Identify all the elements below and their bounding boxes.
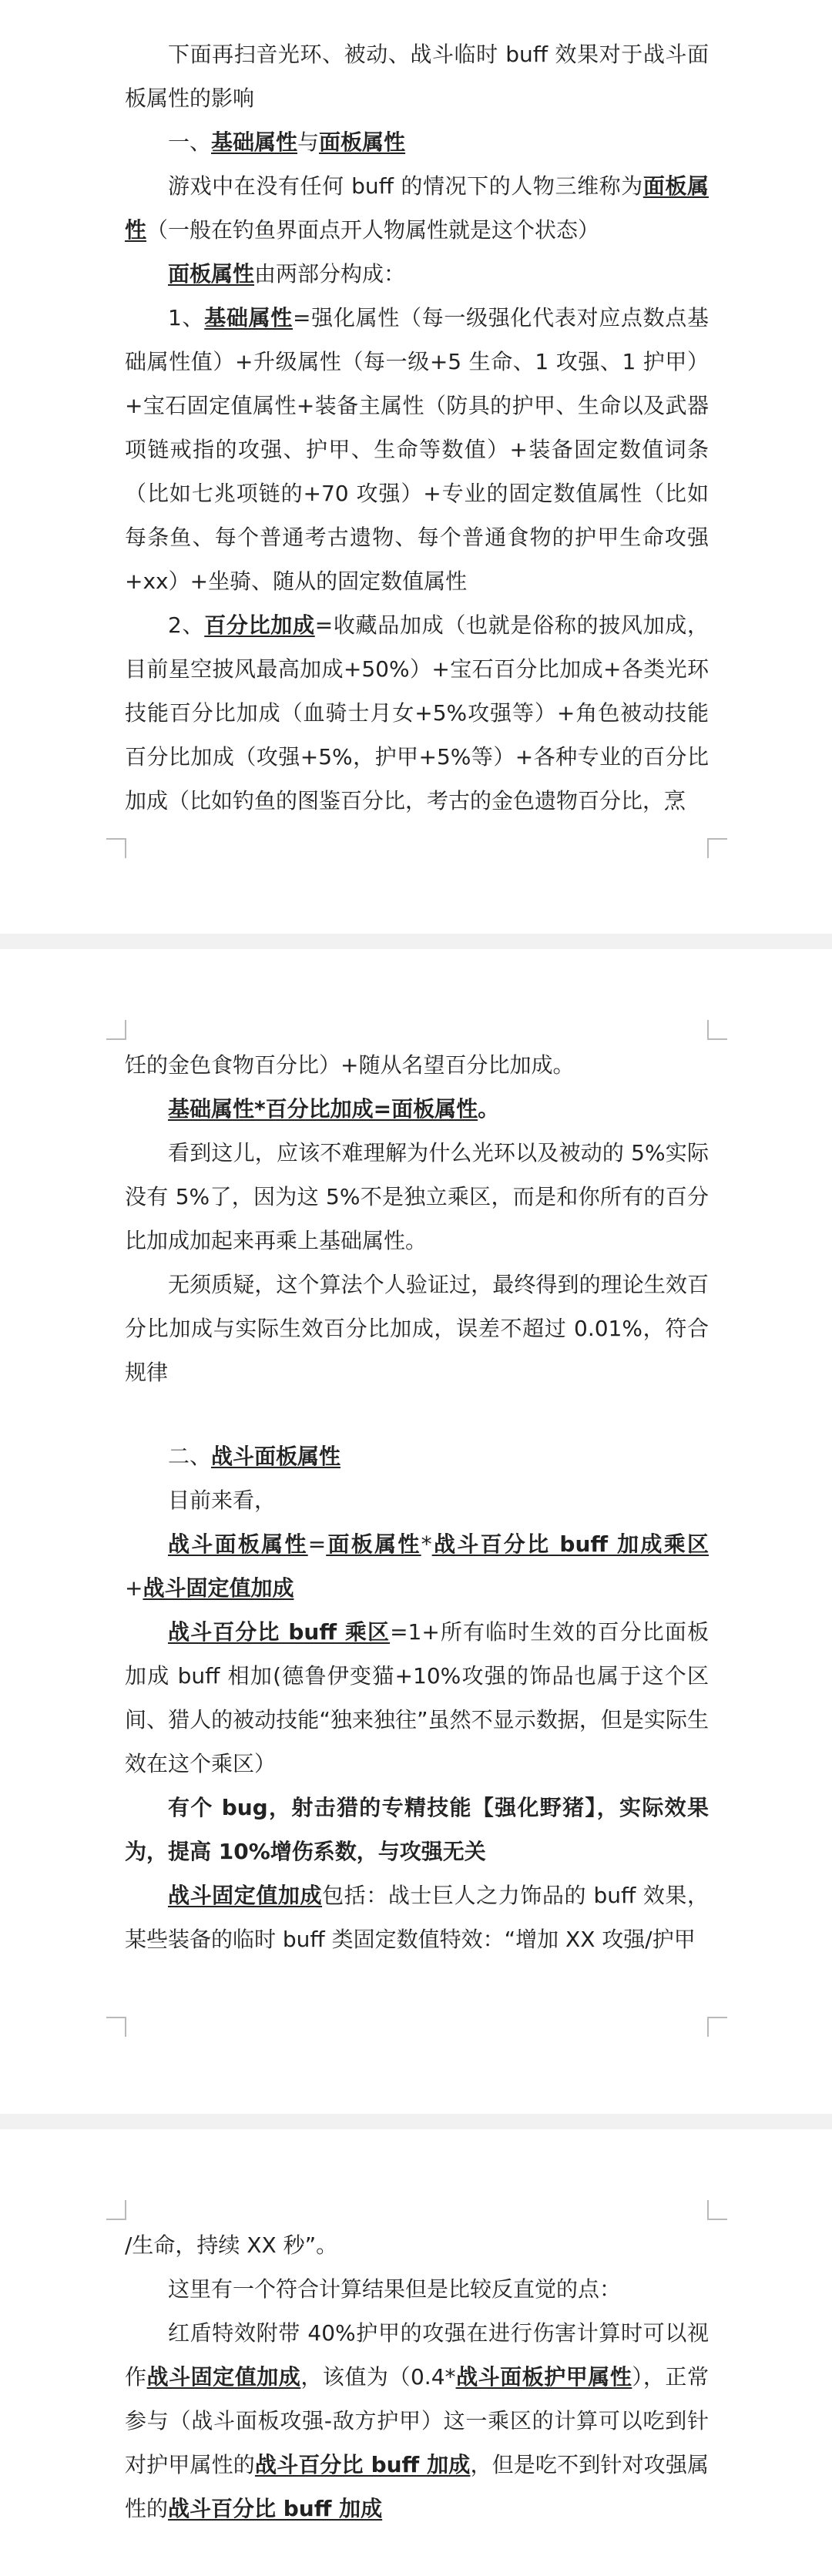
page-corner-mark <box>707 1020 727 1040</box>
underlined-term: 战斗固定值加成 <box>168 1883 323 1908</box>
paragraph <box>125 164 709 252</box>
paragraph <box>125 603 709 823</box>
paragraph <box>125 2223 709 2267</box>
text-run: 这里有一个符合计算结果但是比较反直觉的点： <box>168 2276 622 2302</box>
page-corner-mark <box>106 838 126 858</box>
underlined-term: 战斗固定值加成 <box>146 2364 301 2390</box>
underlined-term: 战斗百分比 buff 加成 <box>254 2452 471 2477</box>
text-run: 红盾特效附带 40%护甲的攻强在进行伤害计算时可以视作 <box>125 2320 709 2390</box>
page-3-text <box>125 2223 709 2531</box>
paragraph <box>125 1434 709 1478</box>
text-run: 目前来看， <box>168 1488 277 1513</box>
text-run: （一般在钓鱼界面点开人物属性就是这个状态） <box>146 217 600 243</box>
paragraph <box>125 1610 709 1786</box>
bold-text: 有个 bug，射击猎的专精技能【强化野猪】，实际效果为，提高 10%增伤系数，与攻强无关 <box>125 1795 709 1864</box>
underlined-term: 战斗百分比 buff 乘区 <box>168 1619 391 1645</box>
document-page-3 <box>0 2129 832 2576</box>
paragraph <box>125 1043 709 1087</box>
paragraph <box>125 2267 709 2311</box>
text-run: ，该值为（0.4* <box>300 2364 456 2390</box>
text-run: 无须质疑，这个算法个人验证过，最终得到的理论生效百分比加成与实际生效百分比加成，误差不超过 0.01%，符合规律 <box>125 1272 709 1385</box>
bold-text: 。 <box>478 1096 500 1122</box>
paragraph <box>125 296 709 603</box>
text-run: =收藏品加成（也就是俗称的披风加成，目前星空披风最高加成+50%）+宝石百分比加成+各类光环技能百分比加成（血骑士月女+5%攻强等）+角色被动技能百分比加成（攻强+5%，护甲+5%等）+各种专业的百分比加成（比如钓鱼的图鉴百分比，考古的金色遗物百分比，烹 <box>125 612 709 813</box>
text-run: ，但是吃不到针对攻强属性的 <box>125 2452 709 2521</box>
text-run: * <box>421 1531 432 1557</box>
text-run: 饪的金色食物百分比）+随从名望百分比加成。 <box>125 1052 575 1078</box>
paragraph <box>125 1263 709 1394</box>
underlined-term: 面板属性 <box>168 261 255 287</box>
underlined-term: 基础属性 <box>211 129 298 155</box>
page-corner-mark <box>106 2017 126 2037</box>
paragraph <box>125 1087 709 1131</box>
underlined-term: 战斗固定值加成 <box>143 1575 294 1601</box>
underlined-term: 基础属性*百分比加成=面板属性 <box>168 1096 478 1122</box>
text-run: ），正常参与（战斗面板攻强-敌方护甲）这一乘区的计算可以吃到针对护甲属性的 <box>125 2364 709 2477</box>
text-run: 2、 <box>168 612 205 638</box>
text-run: 二、 <box>168 1444 212 1469</box>
page-1-text <box>125 32 709 823</box>
underlined-term: 战斗面板属性 <box>211 1444 341 1469</box>
document-page-2 <box>0 949 832 2114</box>
text-run: + <box>125 1575 143 1601</box>
underlined-term: 战斗百分比 buff 加成 <box>168 2496 383 2521</box>
page-2-text <box>125 1043 709 1961</box>
underlined-term: 面板属性 <box>319 129 406 155</box>
paragraph <box>125 1131 709 1263</box>
text-run: 下面再扫音光环、被动、战斗临时 buff 效果对于战斗面板属性的影响 <box>125 42 709 111</box>
document-page-1 <box>0 0 832 934</box>
page-corner-mark <box>106 2200 126 2220</box>
text-run: 包括：战士巨人之力饰品的 buff 效果，某些装备的临时 buff 类固定数值特效：“增加 XX 攻强/护甲 <box>125 1883 709 1952</box>
paragraph <box>125 1478 709 1522</box>
underlined-term: 战斗面板护甲属性 <box>455 2364 632 2390</box>
paragraph <box>125 1522 709 1610</box>
text-run: 游戏中在没有任何 buff 的情况下的人物三维称为 <box>168 173 643 199</box>
paragraph <box>125 1786 709 1873</box>
text-run: /生命，持续 XX 秒”。 <box>125 2232 338 2258</box>
underlined-term: 百分比加成 <box>204 612 315 638</box>
paragraph <box>125 120 709 164</box>
paragraph-spacer <box>125 1394 709 1434</box>
text-run: 与 <box>297 129 320 155</box>
text-run: 一、 <box>168 129 212 155</box>
page-corner-mark <box>707 838 727 858</box>
text-run: = <box>307 1531 327 1557</box>
paragraph <box>125 32 709 120</box>
underlined-term: 基础属性 <box>204 305 294 330</box>
text-run: 看到这儿，应该不难理解为什么光环以及被动的 5%实际没有 5%了，因为这 5%不是独立乘区，而是和你所有的百分比加成加起来再乘上基础属性。 <box>125 1140 709 1253</box>
text-run: 由两部分构成： <box>254 261 406 287</box>
paragraph <box>125 2311 709 2531</box>
underlined-term: 战斗面板属性 <box>168 1531 308 1557</box>
page-corner-mark <box>707 2200 727 2220</box>
text-run: 1、 <box>168 305 205 330</box>
paragraph <box>125 252 709 296</box>
page-corner-mark <box>707 2017 727 2037</box>
text-run: =1+所有临时生效的百分比面板加成 buff 相加(德鲁伊变猫+10%攻强的饰品也属于这个区间、猎人的被动技能“独来独往”虽然不显示数据，但是实际生效在这个乘区） <box>125 1619 709 1776</box>
underlined-term: 面板属性 <box>326 1531 421 1557</box>
page-corner-mark <box>106 1020 126 1040</box>
text-run: =强化属性（每一级强化代表对应点数点基础属性值）+升级属性（每一级+5 生命、1 攻强、1 护甲）+宝石固定值属性+装备主属性（防具的护甲、生命以及武器项链戒指的攻强、护甲、生命等数值）+装备固定数值词条（比如七兆项链的+70 攻强）+专业的固定数值属性（比如每条鱼、每个普通考古遗物、每个普通食物的护甲生命攻强+xx）+坐骑、随从的固定数值属性 <box>125 305 709 594</box>
underlined-term: 战斗百分比 buff 加成乘区 <box>431 1531 709 1557</box>
paragraph <box>125 1873 709 1961</box>
underlined-term: 面板属性 <box>125 173 709 243</box>
